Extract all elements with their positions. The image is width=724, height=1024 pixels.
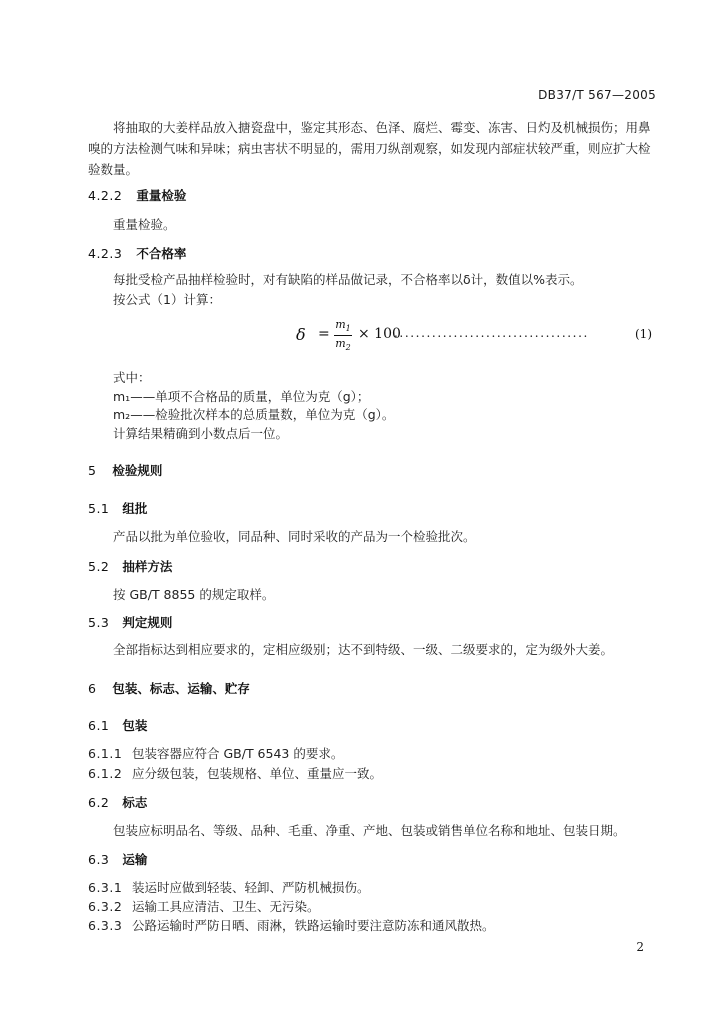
formula-fraction	[334, 318, 352, 352]
item-6-3-1: 6.3.1 装运时应做到轻装、轻卸、严防机械损伤。	[88, 880, 370, 895]
formula-lhs: δ	[296, 325, 306, 344]
section-4-2-2-heading	[88, 186, 186, 204]
item-6-1-1: 6.1.1 包装容器应符合 GB/T 6543 的要求。	[88, 746, 344, 761]
section-title: 不合格率	[136, 246, 187, 261]
where-m1: m₁——单项不合格品的质量，单位为克（g）；	[113, 389, 370, 404]
section-title: 重量检验	[136, 188, 187, 203]
section-5-heading	[88, 461, 162, 479]
section-6-3-heading	[88, 850, 147, 868]
section-number: 6.3	[88, 852, 110, 867]
section-title: 抽样方法	[122, 559, 173, 574]
section-5-1-heading	[88, 499, 147, 517]
section-5-2-body: 按 GB/T 8855 的规定取样。	[113, 587, 275, 602]
formula-numerator: $m_1$	[335, 318, 351, 334]
where-m2: m₂——检验批次样本的总质量数，单位为克（g）。	[113, 407, 395, 422]
section-title: 标志	[122, 795, 148, 810]
formula-denominator: $m_2$	[335, 337, 351, 353]
section-number: 6	[88, 681, 97, 696]
section-4-2-3-body-2: 按公式（1）计算：	[113, 292, 221, 307]
section-5-3-body: 全部指标达到相应要求的，定相应级别；达不到特级、一级、二级要求的，定为级外大姜。	[113, 642, 614, 657]
section-number: 5.2	[88, 559, 110, 574]
section-6-2-body: 包装应标明品名、等级、品种、毛重、净重、产地、包装或销售单位名称和地址、包装日期。	[113, 823, 626, 838]
section-number: 5.1	[88, 501, 110, 516]
section-number: 6.1	[88, 718, 110, 733]
section-number: 5	[88, 463, 97, 478]
item-6-3-3: 6.3.3 公路运输时严防日晒、雨淋，铁路运输时要注意防冻和通风散热。	[88, 918, 495, 933]
section-6-1-heading	[88, 716, 147, 734]
intro-paragraph: 将抽取的大姜样品放入搪瓷盘中，鉴定其形态、色泽、腐烂、霉变、冻害、日灼及机械损伤；用鼻嗅的方法检测气味和异味；病虫害状不明显的，需用刀纵剖观察，如发现内部症状较严重，则应扩大检验数量。	[88, 120, 651, 177]
fraction-bar	[334, 335, 352, 336]
where-label: 式中：	[113, 370, 151, 385]
formula-equals: =	[318, 326, 330, 342]
section-6-2-heading	[88, 793, 147, 811]
formula-leader-dots: ....................................	[394, 326, 589, 340]
formula-1	[296, 318, 656, 358]
section-title: 运输	[122, 852, 148, 867]
section-4-2-3-body-1: 每批受检产品抽样检验时，对有缺陷的样品做记录，不合格率以δ计，数值以%表示。	[113, 272, 583, 287]
section-4-2-3-heading	[88, 244, 186, 262]
formula-times-100: × 100	[358, 326, 401, 342]
section-4-2-2-body: 重量检验。	[113, 217, 176, 232]
section-title: 包装	[122, 718, 148, 733]
formula-tag: (1)	[635, 327, 652, 341]
document-number: DB37/T 567—2005	[538, 88, 656, 102]
section-title: 组批	[122, 501, 148, 516]
section-5-2-heading	[88, 557, 172, 575]
section-title: 包装、标志、运输、贮存	[112, 681, 250, 696]
section-number: 5.3	[88, 615, 110, 630]
item-6-3-2: 6.3.2 运输工具应清洁、卫生、无污染。	[88, 899, 320, 914]
section-number: 4.2.3	[88, 246, 123, 261]
section-5-1-body: 产品以批为单位验收，同品种、同时采收的产品为一个检验批次。	[113, 529, 476, 544]
section-title: 检验规则	[112, 463, 163, 478]
precision-note: 计算结果精确到小数点后一位。	[113, 426, 289, 441]
section-number: 4.2.2	[88, 188, 123, 203]
section-title: 判定规则	[122, 615, 173, 630]
section-5-3-heading	[88, 613, 172, 631]
page-number: 2	[636, 940, 644, 954]
item-6-1-2: 6.1.2 应分级包装，包装规格、单位、重量应一致。	[88, 766, 383, 781]
section-6-heading	[88, 679, 250, 697]
section-number: 6.2	[88, 795, 110, 810]
